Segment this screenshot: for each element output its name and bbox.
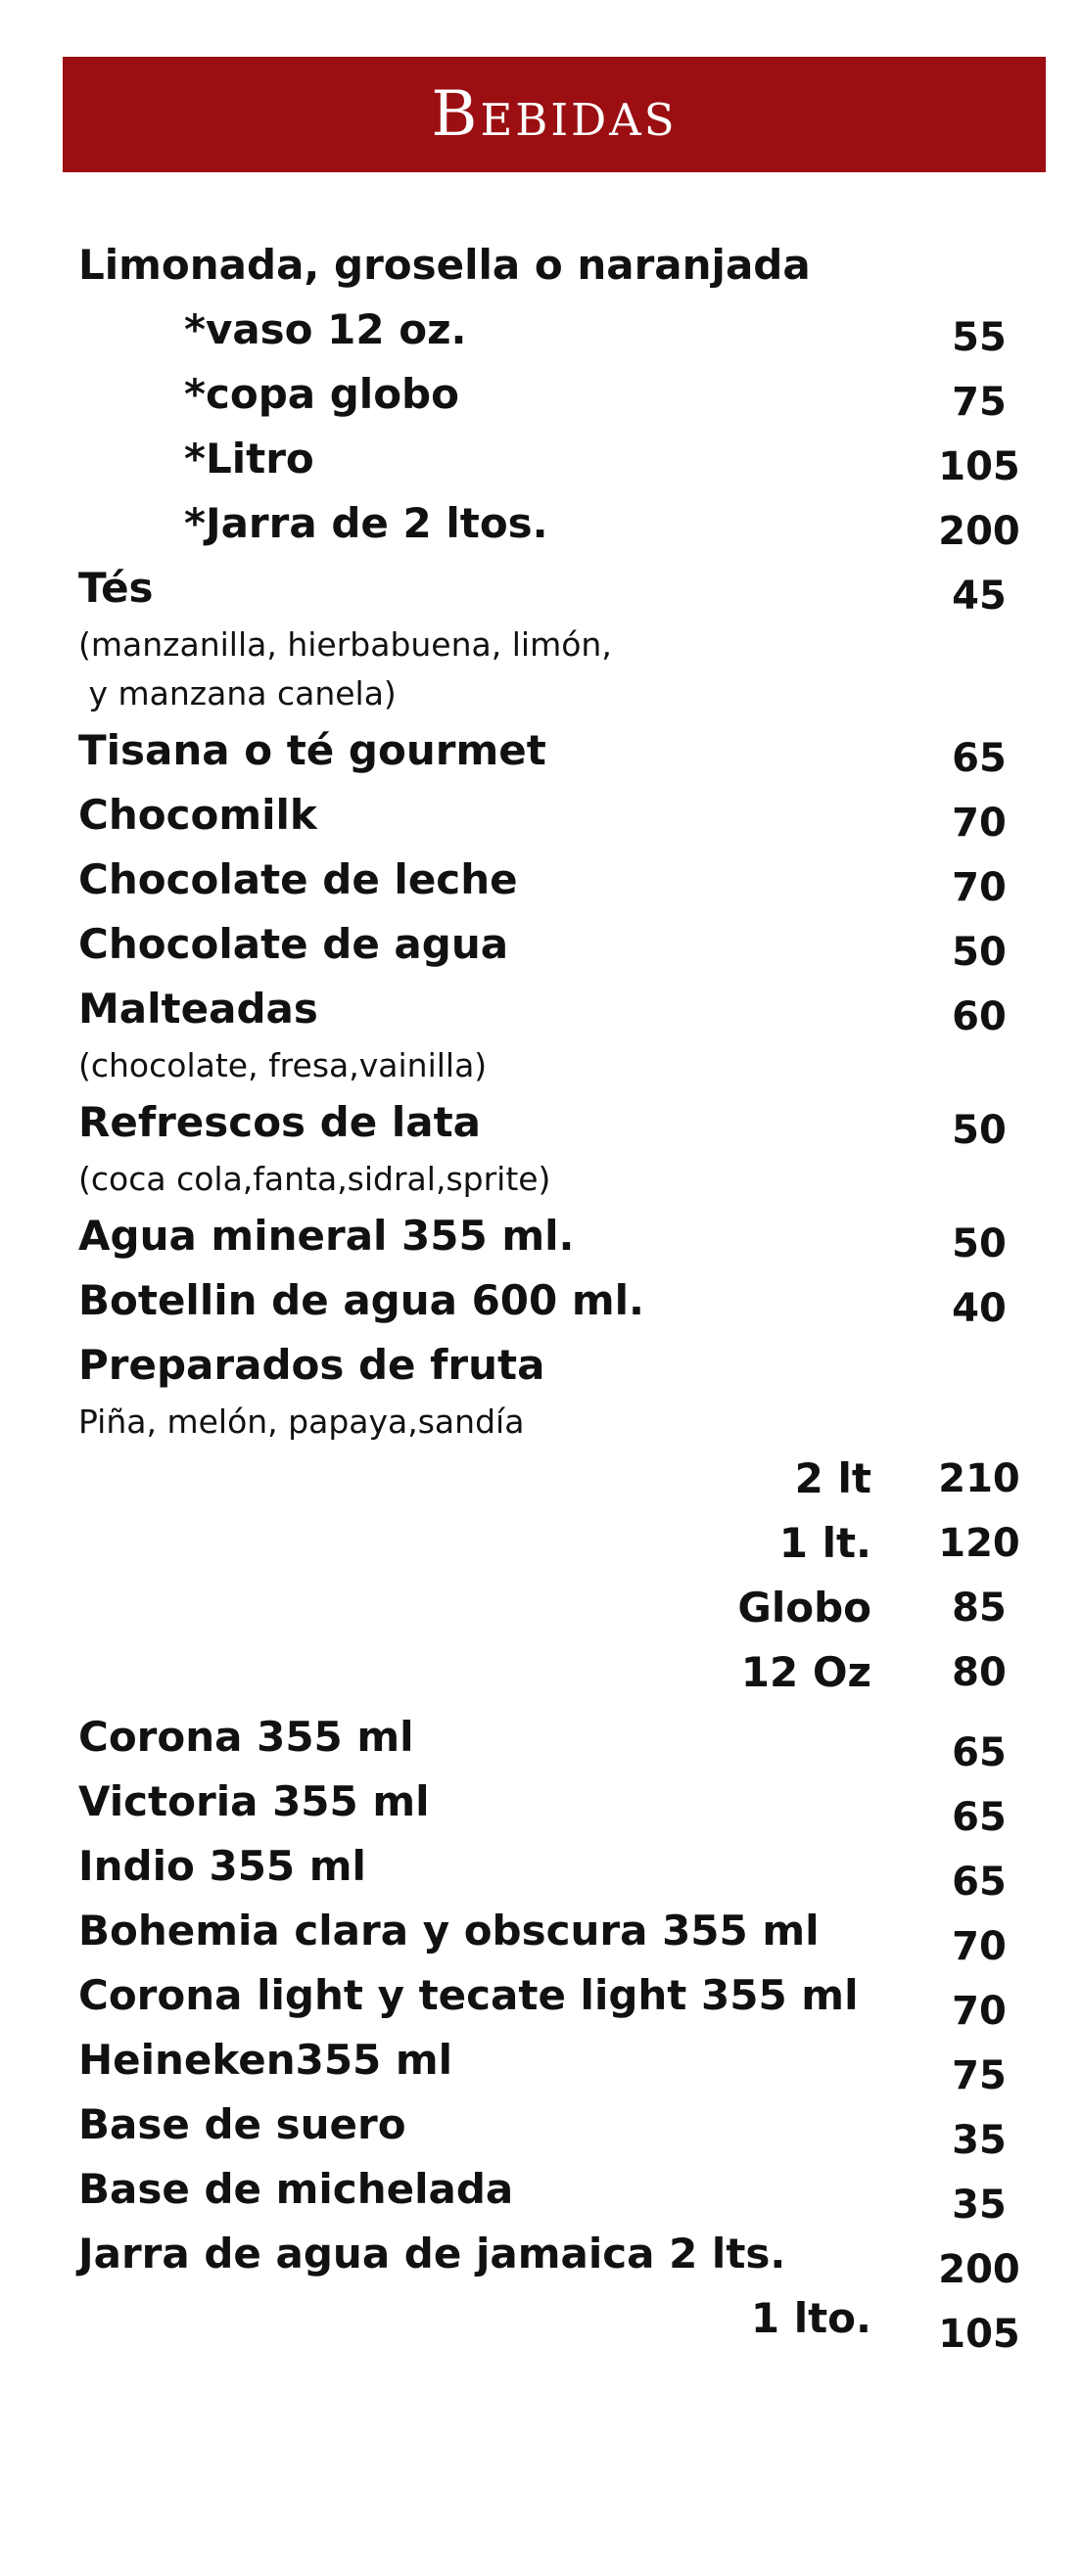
item-name: Heineken355 ml	[78, 2036, 453, 2084]
item-name: Victoria 355 ml	[78, 1777, 430, 1825]
menu-size-row	[78, 1447, 1018, 1511]
menu-item-beer	[78, 1963, 1018, 2034]
item-name: Chocomilk	[78, 791, 317, 839]
item-price: 45	[952, 574, 1007, 619]
menu-item-agua-mineral	[78, 1204, 1018, 1268]
subitem-label: *vaso 12 oz.	[184, 305, 467, 353]
item-price: 35	[952, 2183, 1007, 2228]
item-name: Chocolate de agua	[78, 920, 509, 968]
menu-item-beer	[78, 2157, 1018, 2228]
item-note: Piña, melón, papaya,sandía	[78, 1403, 525, 1441]
menu-size-row	[78, 1576, 1018, 1640]
item-price: 70	[952, 1989, 1007, 2034]
menu-item-malteadas	[78, 977, 1018, 1041]
menu-item-chocolate-agua	[78, 912, 1018, 977]
item-price: 35	[952, 2118, 1007, 2163]
size-label: 1 lto.	[750, 2294, 871, 2342]
menu-size-row	[78, 1640, 1018, 1705]
menu-item-aguas	[78, 233, 1018, 298]
item-note: (chocolate, fresa,vainilla)	[78, 1046, 488, 1084]
item-note: y manzana canela)	[78, 674, 397, 713]
item-price: 80	[952, 1650, 1007, 1695]
menu-item-beer	[78, 1705, 1018, 1775]
item-note: (manzanilla, hierbabuena, limón,	[78, 625, 612, 664]
item-price: 65	[952, 1730, 1007, 1775]
item-price: 200	[938, 509, 1020, 554]
subitem-label: *copa globo	[184, 370, 459, 418]
item-name: Jarra de agua de jamaica 2 lts.	[78, 2230, 786, 2277]
menu-subitem	[78, 362, 1018, 427]
item-name: Agua mineral 355 ml.	[78, 1212, 575, 1260]
menu-item-beer	[78, 2028, 1018, 2098]
title-banner	[63, 57, 1046, 172]
item-price: 200	[938, 2247, 1020, 2292]
menu-item-beer	[78, 1770, 1018, 1840]
subitem-label: *Litro	[184, 435, 314, 483]
menu-item-tisana	[78, 718, 1018, 783]
size-label: 1 lt.	[778, 1519, 871, 1567]
item-price: 120	[938, 1521, 1020, 1566]
size-label: 2 lt	[794, 1454, 871, 1502]
menu-item-refrescos	[78, 1090, 1018, 1155]
item-name: Corona light y tecate light 355 ml	[78, 1971, 859, 2019]
item-name: Limonada, grosella o naranjada	[78, 241, 811, 289]
item-price: 210	[938, 1456, 1020, 1501]
menu-item-chocolate-leche	[78, 848, 1018, 912]
menu-size-row	[78, 1511, 1018, 1576]
item-name: Preparados de fruta	[78, 1341, 545, 1389]
item-price: 55	[952, 315, 1007, 360]
item-name: Tés	[78, 564, 154, 612]
item-name: Indio 355 ml	[78, 1842, 366, 1890]
item-price: 75	[952, 2053, 1007, 2098]
item-name: Botellin de agua 600 ml.	[78, 1276, 644, 1324]
item-price: 60	[952, 994, 1007, 1039]
page-title: Bebidas	[431, 78, 678, 151]
menu-item-tes	[78, 556, 1018, 621]
item-price: 85	[952, 1586, 1007, 1631]
item-name: Corona 355 ml	[78, 1713, 414, 1761]
menu-subitem	[78, 427, 1018, 491]
drinks-menu	[78, 233, 1020, 2357]
item-name: Base de michelada	[78, 2165, 514, 2213]
item-price: 105	[938, 444, 1020, 489]
menu-subitem	[78, 491, 1018, 556]
menu-subitem	[78, 298, 1018, 362]
item-price: 70	[952, 865, 1007, 910]
menu-size-row	[78, 2286, 1020, 2357]
item-price: 65	[952, 736, 1007, 781]
menu-item-beer	[78, 2093, 1018, 2163]
menu-item-botellin	[78, 1268, 1018, 1333]
item-price: 50	[952, 1108, 1007, 1153]
item-price: 65	[952, 1795, 1007, 1840]
item-name: Tisana o té gourmet	[78, 726, 546, 774]
item-price: 65	[952, 1860, 1007, 1905]
item-price: 105	[938, 2312, 1020, 2357]
menu-item-beer	[78, 1899, 1018, 1969]
item-price: 70	[952, 801, 1007, 846]
item-price: 50	[952, 1221, 1007, 1266]
item-price: 50	[952, 930, 1007, 975]
menu-item-chocomilk	[78, 783, 1018, 848]
item-price: 40	[952, 1286, 1007, 1331]
menu-item-beer	[78, 1834, 1018, 1905]
size-label: 12 Oz	[740, 1648, 871, 1696]
item-price: 75	[952, 380, 1007, 425]
size-label: Globo	[737, 1584, 871, 1632]
menu-item-jamaica	[78, 2222, 1020, 2292]
item-name: Chocolate de leche	[78, 855, 518, 903]
item-name: Refrescos de lata	[78, 1098, 481, 1146]
item-name: Malteadas	[78, 985, 318, 1033]
item-name: Base de suero	[78, 2100, 406, 2148]
item-note: (coca cola,fanta,sidral,sprite)	[78, 1160, 551, 1198]
item-price: 70	[952, 1924, 1007, 1969]
subitem-label: *Jarra de 2 ltos.	[184, 499, 548, 547]
menu-item-preparados	[78, 1333, 1018, 1398]
item-name: Bohemia clara y obscura 355 ml	[78, 1907, 820, 1955]
